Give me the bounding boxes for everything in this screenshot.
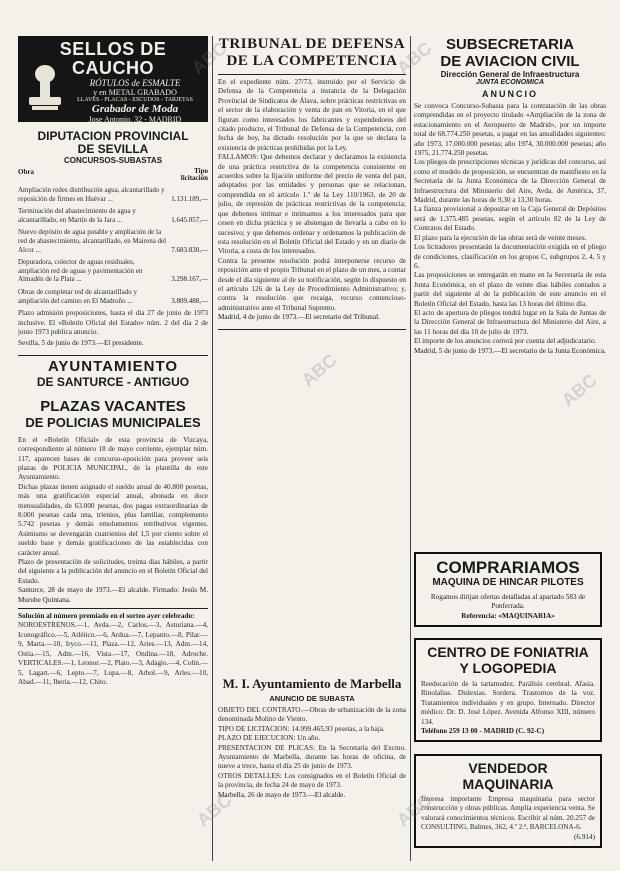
marbella-title: M. I. Ayuntamiento de Marbella	[222, 676, 402, 691]
foniatria-title-1: CENTRO DE FONIATRIA	[427, 644, 589, 660]
section-divider	[218, 329, 406, 330]
ad-vendedor	[414, 754, 602, 848]
tribunal-paragraph: FALLAMOS: Que debemos declarar y declaramos la existencia de una práctica restrictiva de la competencia consistente en acuerdos sobre la fijación uniforme del precio de venta del pan, adoptados por las entidades y personas que se relacionan, comprendida en el artículo 1.º de la Ley 110/1963, de 20 de julio, de represión de prácticas restrictivas de la competencia; que debemos intimar e intimamos a los interesados para que cesen en dicha práctica y se abstengan de llevarla a cabo en lo sucesivo; y que debemos ordenar y ordenamos la publicación de esta resolución en el Boletín Oficial del Estado y en un diario de Vitoria, a costa de los interesados.	[218, 153, 406, 256]
santurce-paragraph-3: Plazo de presentación de solicitudes, treinta días hábiles, a partir del siguiente a la publicación del anuncio en el Boletín Oficial del Estado.	[18, 558, 208, 585]
marbella-section	[218, 676, 406, 800]
diputacion-closing: Plazo admisión proposiciones, hasta el día 27 de junio de 1973 inclusive. El «Boletín Oficial del Estado» núm. 2 del día 2 de junio 1973 publica anuncio.	[18, 309, 208, 336]
watermark: ABC	[192, 789, 236, 831]
vendedor-title: VENDEDOR MAQUINARIA	[462, 760, 554, 792]
vendedor-text: Interesa importante Empresa maquinaria para sector construcción y obras públicas. Amplia experiencia venta. Se valorará conocimientos técnicos. Escribir al núm. 20.257 de CONSULTING, Balmes, 362, 4.º 2.ª, BARCELONA-6.	[421, 795, 595, 832]
watermark: ABC	[392, 789, 436, 831]
marbella-paragraph: TIPO DE LICITACION: 14.999.465,93 pesetas, a la baja.	[218, 724, 385, 733]
aviacion-paragraph: Las proposiciones se entregarán en mano en la Secretaría de esta Junta Económica, en el plazo de veinte días hábiles contados a partir del siguiente al de la publicación de este anuncio en el Boletín Oficial del Estado, hasta las 13 horas del último día.	[414, 271, 606, 308]
ad-sellos-line1: RÓTULOS de ESMALTE	[89, 78, 181, 88]
diputacion-subtitle: CONCURSOS-SUBASTAS	[63, 156, 163, 165]
tribunal-paragraph: Contra la presente resolución podrá interponerse recurso de reposición ante el propio Tribunal en el plazo de un mes, a contar desde el día siguiente al de su notificación, según lo dispuesto en el artículo 126 de la Ley de Procedimiento Administrativo; y, contra la resolución que recaiga, recurso contencioso-administrativo ante el Tribunal Supremo.	[218, 256, 406, 312]
watermark: ABC	[557, 369, 601, 411]
marbella-paragraph: OBJETO DEL CONTRATO.—Obras de urbanización de la zona denominada Molino de Viento.	[218, 706, 406, 724]
diputacion-title-2: DE SEVILLA	[77, 142, 149, 156]
table-row	[18, 288, 208, 309]
watermark: ABC	[392, 37, 436, 79]
table-header-obra: Obra	[18, 168, 34, 176]
vendedor-code: (6.914)	[574, 832, 595, 841]
santurce-signature: Santurce, 28 de mayo de 1973.—El alcalde. Firmado: Jesús M. Murube Quintana.	[18, 586, 208, 604]
diputacion-title-1: DIPUTACION PROVINCIAL	[37, 129, 189, 143]
santurce-paragraph-1: En el «Boletín Oficial» de esta provincia de Vizcaya, correspondiente al número 18 de mayo corriente, ejemplar núm. 117, aparecen bases de concurso-oposición para proveer seis plazas de POLICIA MUNICIPAL, de la plantilla de este Ayuntamiento.	[18, 435, 208, 482]
tribunal-signature: Madrid, 4 de junio de 1973.—El secretario del Tribunal.	[218, 313, 380, 322]
aviacion-title-2: DE AVIACION CIVIL	[440, 53, 580, 70]
aviacion-subtitle-1: Dirección General de Infraestructura	[440, 70, 580, 79]
comprariamos-title: COMPRARIAMOS	[436, 558, 580, 577]
table-row	[18, 207, 208, 228]
tribunal-title-1: TRIBUNAL DE DEFENSA	[218, 36, 406, 52]
santurce-title-2: DE SANTURCE - ANTIGUO	[36, 374, 190, 389]
ad-sellos-line4: Grabador de Moda	[91, 103, 179, 115]
watermark: ABC	[187, 37, 231, 79]
aviacion-subtitle-2: JUNTA ECONOMICA	[475, 79, 545, 86]
aviacion-paragraph: Los licitadores presentarán la documentación exigida en el pliego de condiciones, clasificación en los grupos C, subgrupos 2, 4, 5 y 6.	[414, 243, 606, 270]
aviacion-paragraph: Los pliegos de prescripciones técnicas y jurídicas del concurso, así como el modelo de proposición, se encuentran de manifiesto en la Secretaría de la Junta Económica de la Dirección General de Infraestructura del Ministerio del Aire, Avda. de América, 37, Madrid, durante las horas de 9,30 a 13,30 horas.	[414, 158, 606, 205]
ad-foniatria	[414, 638, 602, 742]
table-header-tipo-1: Tipo	[194, 167, 208, 175]
santurce-section	[18, 359, 208, 688]
ad-sellos-address: Jose Antonio, 32 - MADRID	[88, 115, 182, 124]
marbella-signature: Marbella, 26 de mayo de 1973.—El alcalde.	[218, 790, 346, 799]
aviacion-paragraph: La fianza provisional a depositar en la Caja General de Depósitos será de 1.375.485 pesetas, según el artículo 82 de la Ley de Contratos del Estado.	[414, 205, 606, 233]
table-header-tipo	[167, 168, 208, 186]
section-divider	[18, 355, 208, 356]
row-text: Obras de completar red de alcantarillado y ampliación del camino en El Madroño ...	[18, 287, 137, 305]
aviacion-title-1: SUBSECRETARIA	[445, 36, 575, 53]
aviacion-paragraph: El acto de apertura de pliegos tendrá lugar en la Sala de Juntas de la Dirección General de Infraestructura del Ministerio del Aire, a las 11 horas del día 10 de julio de 1973.	[414, 308, 606, 336]
row-amount: 3.298.167,—	[171, 275, 208, 284]
row-text: Ampliación redes distribución agua, alcantarillado y reposición de firmes en Huévar ...	[18, 186, 165, 203]
diputacion-section	[18, 130, 208, 349]
sorteo-title: Solución al número premiado en el sorteo ayer celebrado:	[18, 612, 195, 621]
aviacion-paragraph: El importe de los anuncios correrá por cuenta del adjudicatario.	[414, 337, 597, 346]
marbella-paragraph: OTROS DETALLES: Los consignados en el Boletín Oficial de la provincia, de fecha 24 de mayo de 1973.	[218, 771, 406, 790]
plazas-title-1: PLAZAS VACANTES	[40, 397, 186, 415]
row-amount: 3.809.488,—	[171, 296, 208, 305]
aviacion-paragraph: El plazo para la ejecución de las obras será de veinte meses.	[414, 233, 587, 242]
diputacion-table	[18, 168, 208, 309]
row-text: Depuradora, colector de aguas residuales, ampliación red de aguas y pavimentación en Almadén de la Plata ...	[18, 258, 143, 284]
row-text: Terminación del abastecimiento de agua y alcantarillado, en Martín de la Jara ...	[18, 207, 136, 224]
tribunal-section	[218, 36, 406, 323]
tribunal-paragraph: En el expediente núm. 27/73, instruido por el Servicio de Defensa de la Competencia a instancia de la Delegación Provincial de Sindicatos de Álava, sobre prácticas restrictivas en el sector de la elaboración y venta de pan en Vitoria, en el que figuran como interesados los fabricantes y expendedores del citado producto, el Tribunal de Defensa de la Competencia, con fecha de hoy, ha dictado resolución por la que se declara la existencia de prácticas prohibidas por la Ley.	[218, 78, 406, 152]
aviacion-anuncio: ANUNCIO	[482, 89, 538, 99]
ad-sellos-title: SELLOS DE CAUCHO	[59, 39, 167, 78]
table-row	[18, 258, 208, 288]
column-3	[414, 36, 606, 868]
comprariamos-reference: Referencia: «MAQUINARIA»	[461, 611, 555, 620]
plazas-title-2: DE POLICIAS MUNICIPALES	[25, 414, 201, 430]
row-amount: 1.131.189,—	[171, 194, 208, 203]
foniatria-phone: Teléfono 259 13 00 - MADRID (C. 92-C)	[421, 727, 545, 736]
ad-sellos-caucho	[18, 36, 208, 122]
section-divider	[218, 74, 406, 75]
foniatria-title-2: Y LOGOPEDIA	[459, 660, 557, 676]
marbella-paragraph: PRESENTACION DE PLICAS: En la Secretaría del Excmo. Ayuntamiento de Marbella, durante las horas de oficina, de nueve a trece, hasta el día 25 de junio de 1973.	[218, 743, 406, 771]
column-2	[218, 36, 406, 868]
aviacion-section	[414, 36, 606, 356]
ad-sellos-line2: y en METAL GRABADO	[93, 88, 177, 97]
column-1	[18, 36, 208, 868]
column-divider-1	[212, 36, 213, 861]
watermark: ABC	[297, 349, 341, 391]
row-amount: 1.645.057,—	[171, 215, 208, 224]
comprariamos-text: Rogamos dirijan ofertas detalladas al apartado 583 de Ponferrada.	[430, 593, 586, 611]
sorteo-text: NOROESTRENOS.—1, Avda.—2, Carlos.—3, Asturiana.—4, Iconográfico.—5, Atlético.—6, Ardua.—7, Lepanto.—8, Pilar.—9, Marta.—10, Iryco.—11, Plaza.—12, Aries.—13, Adm.—14, Ostia.—15, Adm.—16, Vista.—17, Ondina.—18, Adroche. VERTICALES.—1, Leonor.—2, Plato.—3, Adagio.—4, Colin.—5, Lagart.—6, Lepto.—7, Lupa.—8, Arbol.—9, Arles.—10, Abad.—11, Iberia.—12, Chito.	[18, 621, 208, 686]
column-divider-2	[410, 36, 411, 861]
marbella-paragraph: PLAZO DE EJECUCION: Un año.	[218, 734, 321, 743]
ad-comprariamos	[414, 552, 602, 627]
ad-sellos-line3: LLAVES - PLACAS - ESCUDOS - TARJETAS	[77, 97, 193, 103]
comprariamos-subtitle: MAQUINA DE HINCAR PILOTES	[432, 577, 584, 588]
aviacion-signature: Madrid, 5 de junio de 1973.—El secretario de la Junta Económica.	[414, 346, 606, 355]
section-divider	[18, 608, 208, 609]
table-row	[18, 186, 208, 207]
foniatria-text: Reeducación de la tartamudez. Parálisis cerebral. Afasia. Rinolalias. Dislexias. Sordera. Trastornos de la voz. Tratamientos individuales y en grupo. Internado. Director médico: Dr. D. José López. Avenida Alfonso XIII, número 134.	[421, 680, 595, 726]
aviacion-paragraph: Se convoca Concurso-Subasta para la contratación de las obras comprendidas en el proyecto titulado «Ampliación de la zona de estacionamiento en el Aeropuerto de Madrid», por un importe total de 68.774.250 pesetas, a pagar en las anualidades siguientes: año 1973, 17.000.000 pesetas; año 1974, 30.000.000 pesetas; año 1975, 21.774.250 pesetas.	[414, 102, 606, 158]
table-header-tipo-2: licitación	[180, 174, 208, 182]
tribunal-title-2: DE LA COMPETENCIA	[226, 53, 398, 69]
santurce-paragraph-2: Dichas plazas tienen asignado el sueldo anual de 40.800 pesetas, más una gratificación especial anual, abonada en doce mensualidades, de 63.000 pesetas, dos pagas extraordinarias de 8.000 pesetas cada una, trienios, plus familiar, complemento 5.742 pesetas y demás emolumentos retributivos vigentes. Asimismo se devengarán cuatrienios del 1,5 por ciento sobre el sueldo base y demás gratificaciones de las establecidas con carácter anual.	[18, 482, 208, 557]
santurce-title-1: AYUNTAMIENTO	[47, 357, 179, 375]
stamp-icon	[26, 64, 64, 116]
row-amount: 7.683.830,—	[171, 245, 208, 254]
marbella-subtitle: ANUNCIO DE SUBASTA	[269, 694, 355, 703]
table-row	[18, 228, 208, 258]
row-text: Nuevo depósito de agua potable y ampliación de la red de abastecimiento, alcantarillado, en Mairena del Alcor ...	[18, 228, 167, 254]
diputacion-signature: Sevilla, 5 de junio de 1973.—El presidente.	[18, 339, 144, 348]
